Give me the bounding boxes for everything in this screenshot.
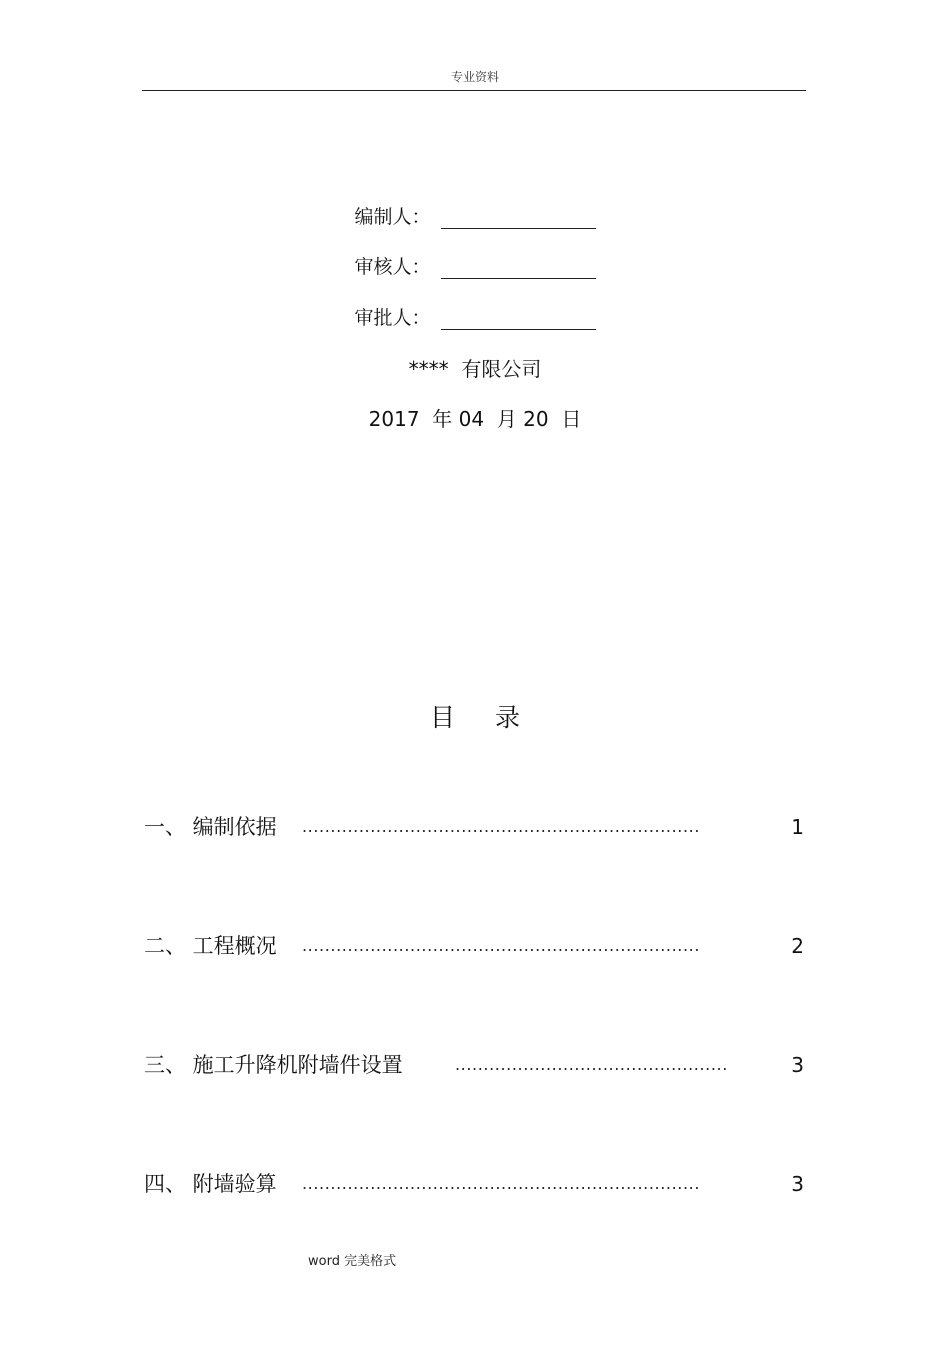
header-divider <box>142 90 806 91</box>
compiler-label: 编制人： <box>354 206 431 228</box>
page-header: 专业资料 <box>450 70 499 84</box>
page-footer: word 完美格式 <box>308 1254 397 1269</box>
toc-item-page: 1 <box>791 815 804 839</box>
company-name: **** 有限公司 <box>408 357 542 381</box>
reviewer-row <box>0 254 950 280</box>
compiler-signature-line <box>441 228 596 229</box>
approver-signature-line <box>441 329 596 330</box>
toc-title-part1: 目 <box>429 703 455 732</box>
toc-title-part2: 录 <box>495 703 521 732</box>
toc-item-leader: ...................................................................... <box>302 936 701 955</box>
reviewer-signature-line <box>441 278 596 279</box>
toc-item[interactable] <box>144 1051 806 1079</box>
document-date: 2017 年 04 月 20 日 <box>368 407 582 431</box>
toc-item-label: 三、 施工升降机附墙件设置 <box>144 1053 403 1077</box>
reviewer-label: 审核人： <box>354 256 431 278</box>
toc-item-label: 一、 编制依据 <box>144 815 277 839</box>
toc-item[interactable] <box>144 932 806 960</box>
toc-item-leader: ................................................ <box>455 1055 728 1074</box>
toc-item-leader: ...................................................................... <box>302 1174 701 1193</box>
approver-label: 审批人： <box>354 307 431 329</box>
toc-title <box>0 700 950 736</box>
toc-item[interactable] <box>144 1170 806 1198</box>
toc-item-label: 二、 工程概况 <box>144 934 277 958</box>
toc-item-label: 四、 附墙验算 <box>144 1172 277 1196</box>
toc-item-leader: ...................................................................... <box>302 817 701 836</box>
toc-item-page: 3 <box>791 1053 804 1077</box>
toc-item[interactable] <box>144 813 806 841</box>
toc-item-page: 3 <box>791 1172 804 1196</box>
compiler-row <box>0 204 950 230</box>
approver-row <box>0 305 950 331</box>
toc-item-page: 2 <box>791 934 804 958</box>
